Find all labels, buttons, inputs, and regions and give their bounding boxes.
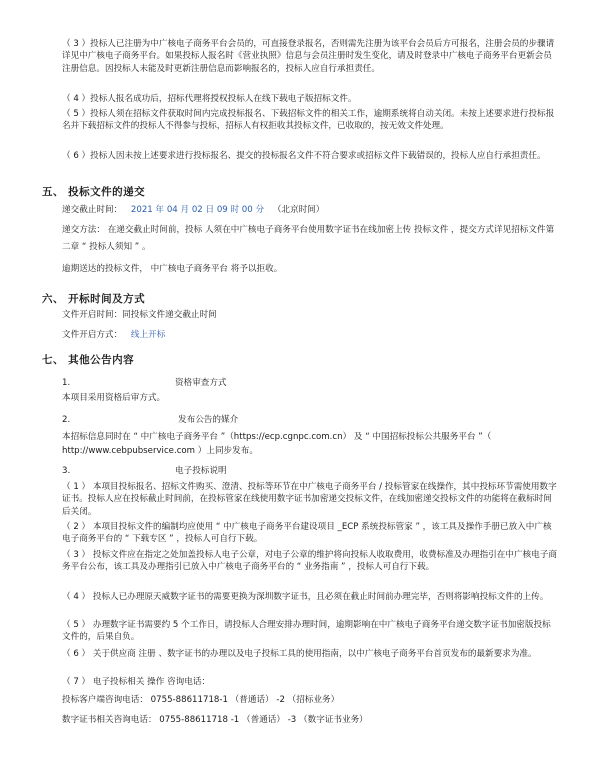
section-6-heading: 六、 开标时间及方式: [42, 293, 146, 305]
item-2-body: 本招标信息同时在 “ 中广核电子商务平台 ”（https://ecp.cgnpc.com.cn） 及 “ 中国招标投标公共服务平台 ”（ http://www.cebpubservice.com ）上同步发布。: [62, 432, 492, 456]
opening-method-value: 线上开标: [130, 330, 166, 340]
opening-method-label: 文件开启方式：: [62, 330, 123, 340]
item-3-sub-6: （ 6 ） 关于供应商 注册 、数字证书的办理以及电子投标工具的使用指南，以中广核电子商务平台首页发布的最新要求为准。: [62, 649, 537, 659]
submission-method: 递交方法： 在递交截止时间前，投标 人须在中广核电子商务平台使用数字证书在线加密上传 投标文件 ，提交方式详见招标文件第二章 “ 投标人须知 ” 。: [62, 225, 555, 252]
item-3-sub-7: （ 7 ） 电子投标相关 操作 咨询电话：: [62, 677, 211, 687]
item-3-sub-5: （ 5 ） 办理数字证书需要约 5 个工作日，请投标人合理安排办理时间，逾期影响在中广核电子商务平台递交数字证书加密版投标文件的，后果自负。: [62, 620, 551, 643]
section-5-heading: 五、 投标文件的递交: [42, 186, 146, 198]
item-3-sub-1: （ 1 ） 本项目投标报名、招标文件购买、澄清、投标等环节在中广核电子商务平台 / 投标管家在线操作，其中投标环节需使用数字证书。投标人应在投标截止时间前，在投标管家在线使用数字证书加密递交投标文件，在线加密递交投标文件的功能将在截标时间后关闭。: [62, 482, 557, 517]
late-submission-note: 逾期送达的投标文件， 中广核电子商务平台 将予以拒收。: [62, 264, 283, 274]
item-3-sub-3: （ 3 ） 投标文件应在指定之处加盖投标人电子公章，对电子公章的维护将向投标人收取费用，收费标准及办理指引在中广核电子商务平台公布，该工具及办理指引已放入中广核电子商务平台的 “ 业务指南 ” ，投标人可自行下载。: [62, 550, 557, 573]
item-1-number: 1.: [62, 378, 71, 388]
deadline-line: [62, 204, 557, 216]
item-3-number: 3.: [62, 466, 71, 476]
deadline-label: 递交截止时间：: [62, 205, 123, 215]
phone-client-support: 投标客户端咨询电话： 0755-88611718-1 （普通话） -2 （招标业务）: [62, 695, 340, 705]
item-2-number: 2.: [62, 415, 71, 425]
item-3-sub-4: （ 4 ） 投标人已办理原天威数字证书的需要更换为深圳数字证书，且必须在截止时间前办理完毕，否则将影响投标文件的上传。: [62, 592, 549, 602]
sec4-item-5: （ 5 ）投标人须在招标文件获取时间内完成投标报名、下载招标文件的相关工作，逾期系统将自动关闭。未按上述要求进行投标报名并下载招标文件的投标人不得参与投标，招标人有权拒收其投标文件，已收取的，按无效文件处理。: [62, 109, 555, 132]
sec4-item-3: （ 3 ）投标人已注册为中广核电子商务平台会员的，可直接登录报名，否则需先注册为该平台会员后方可报名，注册会员的步骤请详见中广核电子商务平台。如果投标人报名时《营业执照》信息与会员注册时发生变化，请及时登录中广核电子商务平台更新会员注册信息。因投标人未能及时更新注册信息而影响报名的，投标人应自行承担责任。: [62, 39, 555, 74]
section-7-heading: 七、 其他公告内容: [42, 354, 135, 366]
item-3-sub-2: （ 2 ） 本项目投标文件的编制均应使用 “ 中广核电子商务平台建设项目 _ECP 系统投标管家 ” ，该工具及操作手册已放入中广核电子商务平台的 “ 下载专区 ” ，投标人可自行下载。: [62, 522, 552, 545]
opening-time: 文件开启时间：同投标文件递交截止时间: [62, 310, 217, 320]
deadline-timezone: （北京时间）: [272, 205, 325, 215]
opening-method-line: [62, 329, 557, 341]
phone-certificate-support: 数字证书相关咨询电话： 0755-88611718 -1 （普通话） -3 （数字证书业务）: [62, 715, 368, 725]
sec4-item-4: （ 4 ）投标人报名成功后，招标代理将授权投标人在线下载电子版招标文件。: [62, 94, 357, 104]
item-3-title: 电子投标说明: [175, 466, 227, 476]
item-2-title: 发布公告的媒介: [178, 415, 239, 425]
deadline-value: 2021 年 04 月 02 日 09 时 00 分: [130, 205, 265, 215]
sec4-item-6: （ 6 ）投标人因未按上述要求进行投标报名、提交的投标报名文件不符合要求或招标文件下载错误的，投标人应自行承担责任。: [62, 151, 546, 161]
item-1-title: 资格审查方式: [175, 378, 227, 388]
item-1-body: 本项目采用资格后审方式。: [62, 393, 166, 403]
